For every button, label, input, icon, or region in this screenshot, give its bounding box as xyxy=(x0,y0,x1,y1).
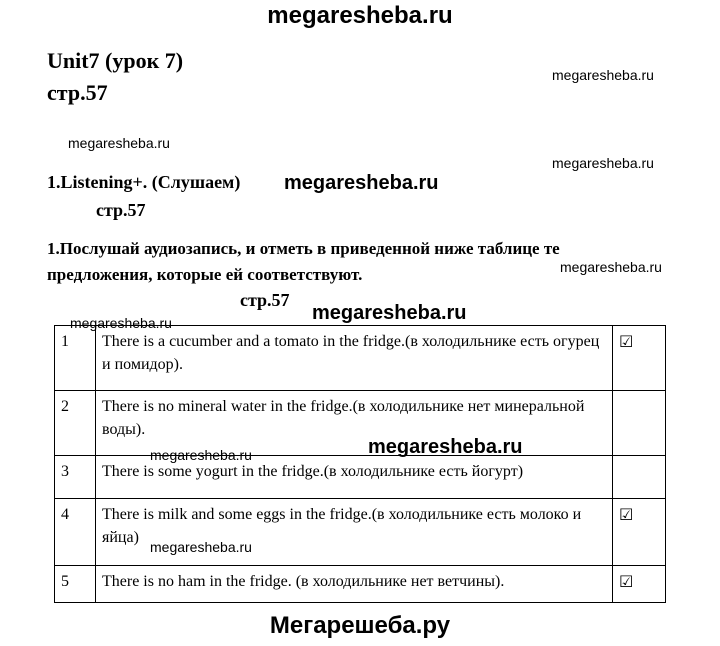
checkmark: ☑ xyxy=(619,572,634,591)
empty-mark-cell xyxy=(613,391,666,456)
watermark-big: megaresheba.ru xyxy=(312,302,467,324)
row-sentence: There is some yogurt in the fridge.(в холодильнике есть йогурт) xyxy=(96,456,613,499)
row-sentence: There is milk and some eggs in the fridge.(в холодильнике есть молоко и яйца) xyxy=(96,499,613,566)
table-page: стр.57 xyxy=(240,290,290,310)
watermark-top: megaresheba.ru xyxy=(267,2,453,29)
checkmark: ☑ xyxy=(619,332,634,351)
table-row xyxy=(55,566,666,603)
empty-mark-cell xyxy=(613,456,666,499)
checkmark: ☑ xyxy=(619,505,634,524)
watermark-small: megaresheba.ru xyxy=(552,155,654,171)
unit-heading: Unit7 (урок 7) xyxy=(47,48,184,73)
table-row xyxy=(55,326,666,391)
row-number: 5 xyxy=(55,566,96,603)
row-number: 3 xyxy=(55,456,96,499)
table-row xyxy=(55,456,666,499)
checkbox-icon xyxy=(613,326,666,391)
watermark-small: megaresheba.ru xyxy=(70,315,172,331)
row-number: 1 xyxy=(55,326,96,391)
checkbox-icon xyxy=(613,566,666,603)
watermark-small: megaresheba.ru xyxy=(552,67,654,83)
table-row xyxy=(55,391,666,456)
section-page: стр.57 xyxy=(96,200,146,220)
row-sentence: There is a cucumber and a tomato in the fridge.(в холодильнике есть огурец и помидор). xyxy=(96,326,613,391)
watermark-big: megaresheba.ru xyxy=(284,172,439,194)
task-text: 1.Послушай аудиозапись, и отметь в приведенной ниже таблице те предложения, которые ей соответствуют. xyxy=(47,239,560,284)
watermark-small: megaresheba.ru xyxy=(68,135,170,151)
section-title: 1.Listening+. (Слушаем) xyxy=(47,172,241,192)
watermark-big: megaresheba.ru xyxy=(368,436,523,458)
checkbox-icon xyxy=(613,499,666,566)
watermark-small: megaresheba.ru xyxy=(150,539,252,555)
page-heading: стр.57 xyxy=(47,80,108,105)
sentences-table xyxy=(54,325,666,603)
table-row xyxy=(55,499,666,566)
watermark-bottom: Мегарешеба.ру xyxy=(269,612,451,639)
row-number: 4 xyxy=(55,499,96,566)
watermark-small: megaresheba.ru xyxy=(150,447,252,463)
watermark-small: megaresheba.ru xyxy=(560,259,662,275)
row-number: 2 xyxy=(55,391,96,456)
row-sentence: There is no mineral water in the fridge.(в холодильнике нет минеральной воды). xyxy=(96,391,613,456)
row-sentence: There is no ham in the fridge. (в холодильнике нет ветчины). xyxy=(96,566,613,603)
